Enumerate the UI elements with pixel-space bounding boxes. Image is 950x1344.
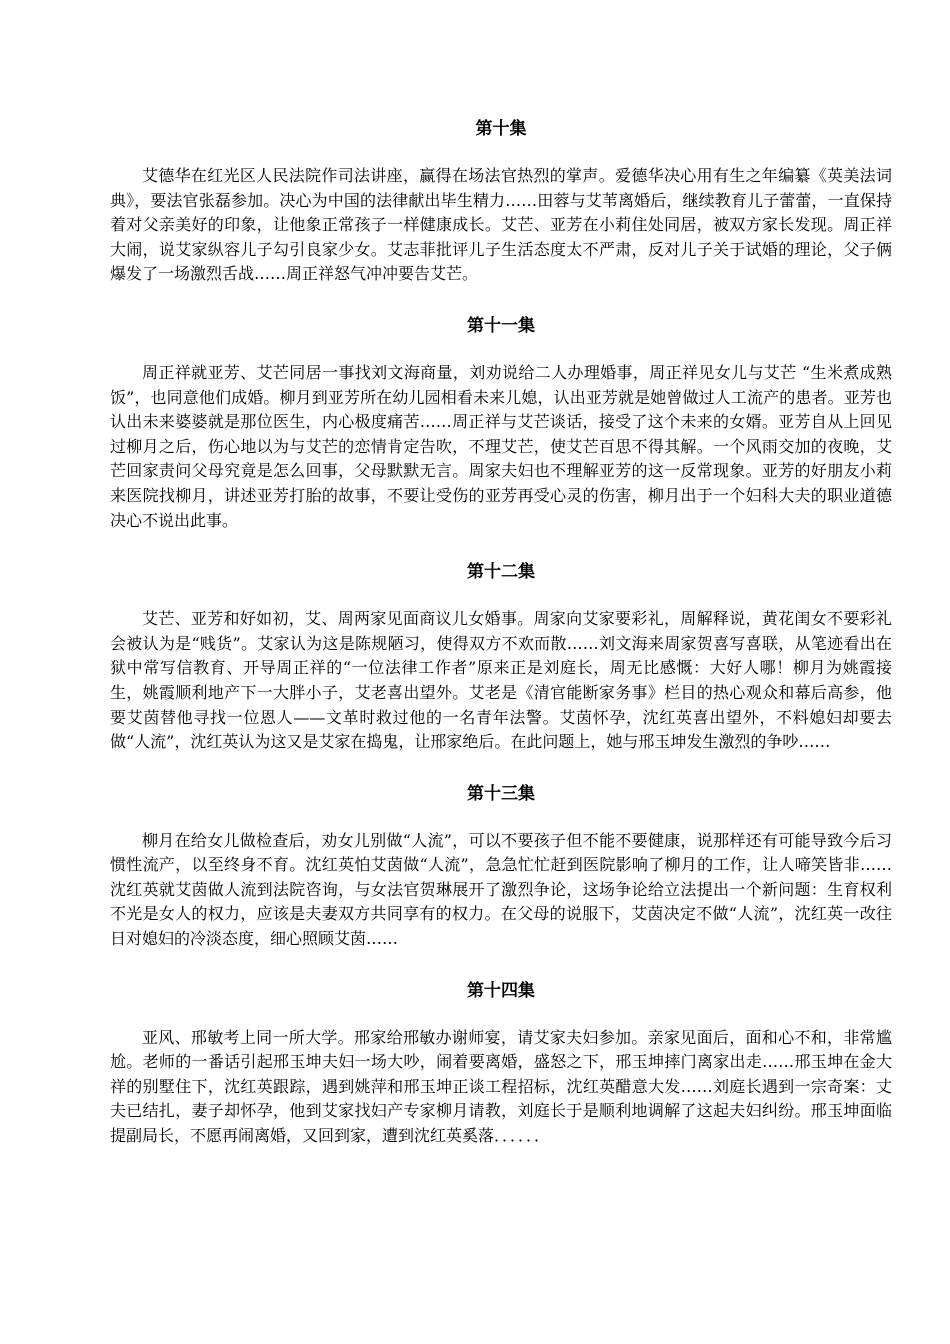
episode-section-10: [110, 118, 892, 287]
episode-section-12: [110, 561, 892, 755]
episode-synopsis: 艾芒、亚芳和好如初，艾、周两家见面商议儿女婚事。周家向艾家要彩礼，周解释说，黄花闺女不要彩礼会被认为是“贱货”。艾家认为这是陈规陋习，使得双方不欢而散……刘文海来周家贺喜写喜联，从笔迹看出在狱中常写信教育、开导周正祥的“一位法律工作者”原来正是刘庭长，周无比感慨：大好人哪！柳月为姚霞接生，姚霞顺利地产下一大胖小子，艾老喜出望外。艾老是《清官能断家务事》栏目的热心观众和幕后高参，他要艾茵替他寻找一位恩人——文革时救过他的一名青年法警。艾茵怀孕，沈红英喜出望外，不料媳妇却要去做“人流”，沈红英认为这又是艾家在捣鬼，让邢家绝后。在此问题上，她与邢玉坤发生激烈的争吵……: [110, 609, 892, 752]
episode-synopsis: 周正祥就亚芳、艾芒同居一事找刘文海商量，刘劝说给二人办理婚事，周正祥见女儿与艾芒 “生米煮成熟饭”，也同意他们成婚。柳月到亚芳所在幼儿园相看未来儿媳，认出亚芳就是她曾做过人工流产的患者。亚芳也认出未来婆婆就是那位医生，内心极度痛苦……周正祥与艾芒谈话，接受了这个未来的女婿。亚芳自从上回见过柳月之后，伤心地以为与艾芒的恋情肯定告吹，不理艾芒，使艾芒百思不得其解。一个风雨交加的夜晚，艾芒回家责问父母究竟是怎么回事，父母默默无言。周家夫妇也不理解亚芳的这一反常现象。亚芳的好朋友小莉来医院找柳月，讲述亚芳打胎的故事，不要让受伤的亚芳再受心灵的伤害，柳月出于一个妇科大夫的职业道德决心不说出此事。: [110, 362, 892, 530]
episode-title: 第十四集: [467, 980, 535, 1001]
episode-title: 第十集: [475, 119, 527, 139]
episode-synopsis: 艾德华在红光区人民法院作司法讲座，赢得在场法官热烈的掌声。爱德华决心用有生之年编纂《英美法词典》，要法官张磊参加。决心为中国的法律献出毕生精力……田蓉与艾苇离婚后，继续教育儿子蕾蕾，一直保持着对父亲美好的印象，让他象正常孩子一样健康成长。艾芒、亚芳在小莉住处同居，被双方家长发现。周正祥大闹，说艾家纵容儿子勾引良家少女。艾志菲批评儿子生活态度太不严肃，反对儿子关于试婚的理论，父子俩爆发了一场激烈舌战……周正祥怒气冲冲要告艾芒。: [110, 166, 892, 284]
episode-section-13: [110, 783, 892, 952]
episode-title: 第十三集: [467, 783, 535, 804]
episode-synopsis: 亚风、邢敏考上同一所大学。邢家给邢敏办谢师宴，请艾家夫妇参加。亲家见面后，面和心不和，非常尴尬。老师的一番话引起邢玉坤夫妇一场大吵，闹着要离婚，盛怒之下，邢玉坤摔门离家出走……邢玉坤在金大祥的别墅住下，沈红英跟踪，遇到姚萍和邢玉坤正谈工程招标，沈红英醋意大发……刘庭长遇到一宗奇案：丈夫已结扎，妻子却怀孕，他到艾家找妇产专家柳月请教，刘庭长于是顺利地调解了这起夫妇纠纷。邢玉坤面临提副局长，不愿再闹离婚，又回到家，遭到沈红英奚落．．．．．．: [110, 1027, 892, 1146]
episode-section-11: [110, 315, 892, 533]
document-page: [110, 118, 892, 1177]
episode-section-14: [110, 980, 892, 1149]
episode-title: 第十一集: [467, 315, 535, 336]
episode-synopsis: 柳月在给女儿做检查后，劝女儿别做“人流”，可以不要孩子但不能不要健康，说那样还有可能导致今后习惯性流产，以至终身不育。沈红英怕艾茵做“人流”，急急忙忙赶到医院影响了柳月的工作，让人啼笑皆非……沈红英就艾茵做人流到法院咨询，与女法官贺琳展开了激烈争论，这场争论给立法提出一个新问题：生育权利不光是女人的权力，应该是夫妻双方共同享有的权力。在父母的说服下，艾茵决定不做“人流”，沈红英一改往日对媳妇的冷淡态度，细心照顾艾茵……: [110, 830, 892, 949]
episode-title: 第十二集: [467, 562, 535, 583]
